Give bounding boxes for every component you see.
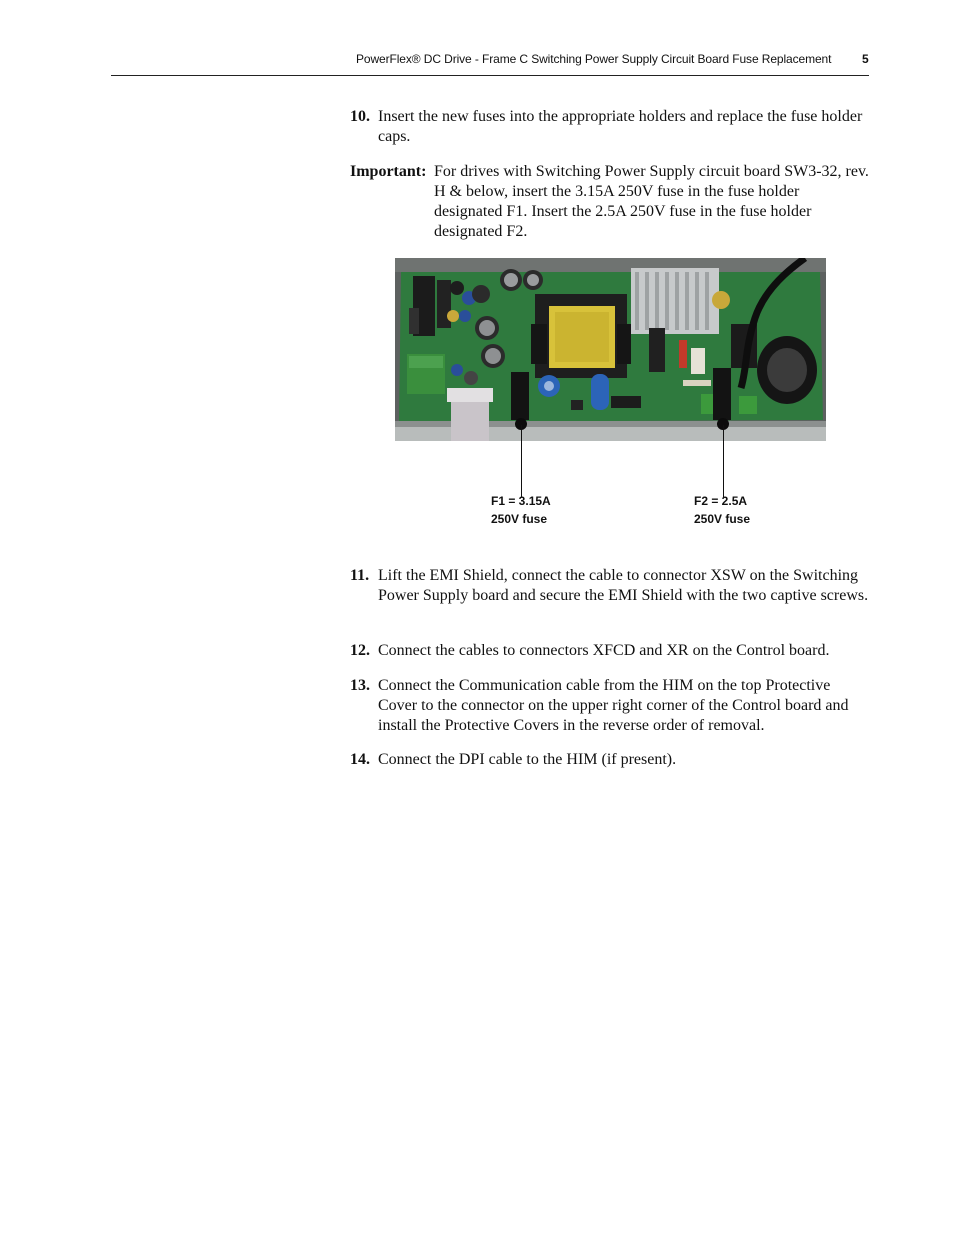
step-number: 11. <box>350 567 370 584</box>
step-text: Connect the cables to connectors XFCD and XR on the Control board. <box>378 642 830 659</box>
step-13 <box>350 676 870 736</box>
step-14 <box>350 750 870 770</box>
fuse-holder-f2 <box>713 368 731 420</box>
callout-line-f2 <box>723 425 724 497</box>
step-11 <box>350 566 870 606</box>
important-text: For drives with Switching Power Supply circuit board SW3-32, rev. H & below, insert the 3.15A 250V fuse in the fuse holder designated F1. Insert the 2.5A 250V fuse in the fuse holder designated F2. <box>434 163 869 240</box>
step-number: 12. <box>350 642 370 659</box>
important-label: Important: <box>350 163 427 180</box>
step-number: 10. <box>350 108 370 125</box>
callout-f2 <box>694 492 750 528</box>
step-number: 13. <box>350 677 370 694</box>
important-note <box>350 162 870 242</box>
step-text: Connect the DPI cable to the HIM (if present). <box>378 751 677 768</box>
callout-f2-voltage: 250V fuse <box>694 512 751 526</box>
callout-f1-voltage: 250V fuse <box>491 512 548 526</box>
page-number: 5 <box>862 52 869 66</box>
step-number: 14. <box>350 751 370 768</box>
step-text: Connect the Communication cable from the HIM on the top Protective Cover to the connector on the upper right corner of the Control board and install the Protective Covers in the reverse order of removal. <box>378 677 849 734</box>
callout-f2-rating: F2 = 2.5A <box>694 494 748 508</box>
fuse-holder-f1 <box>511 372 529 420</box>
header-rule <box>111 75 869 76</box>
step-text: Insert the new fuses into the appropriate holders and replace the fuse holder caps. <box>378 108 863 145</box>
circuit-board-photo <box>395 258 826 441</box>
callout-f1 <box>491 492 551 528</box>
step-text: Lift the EMI Shield, connect the cable to connector XSW on the Switching Power Supply board and secure the EMI Shield with the two captive screws. <box>378 567 869 604</box>
callout-f1-rating: F1 = 3.15A <box>491 494 551 508</box>
callout-line-f1 <box>521 425 522 497</box>
step-10 <box>350 107 870 147</box>
circuit-board-image <box>395 258 826 441</box>
step-12 <box>350 641 870 661</box>
running-header-title: PowerFlex® DC Drive - Frame C Switching Power Supply Circuit Board Fuse Replacement <box>356 52 832 66</box>
